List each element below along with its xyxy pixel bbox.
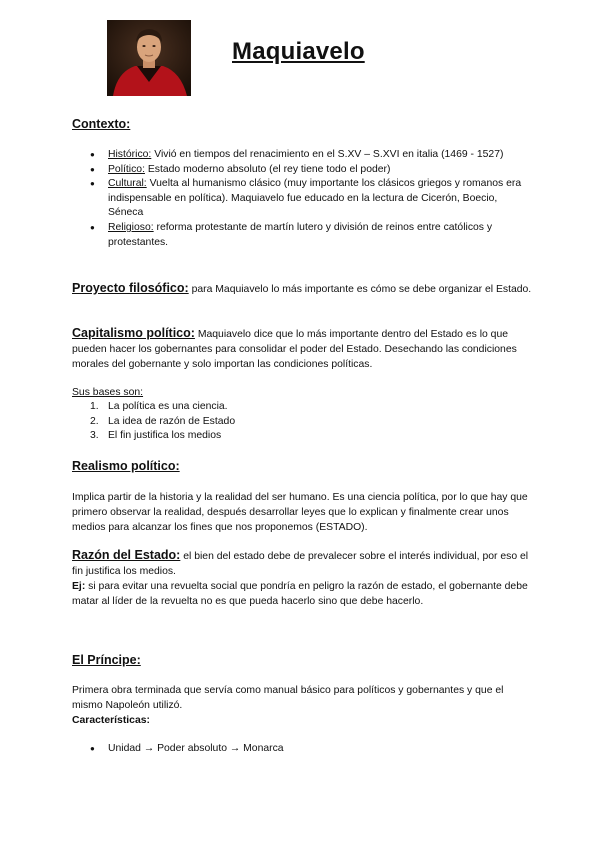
razon-heading: Razón del Estado:: [72, 548, 181, 562]
ej-label: Ej:: [72, 581, 86, 592]
list-item: ● Religioso: reforma protestante de martín lutero y división de reinos entre católicos y protestantes.: [90, 221, 530, 250]
capitalismo-heading: Capitalismo político:: [72, 326, 195, 340]
principe-paragraph: Primera obra terminada que servía como manual básico para políticos y gobernantes y que el mismo Napoleón utilizó. Características:: [72, 685, 504, 726]
bases-label: Sus bases son:: [72, 387, 144, 398]
principe-heading: El Príncipe:: [72, 653, 141, 667]
proyecto-heading: Proyecto filosófico:: [72, 281, 189, 295]
proyecto-paragraph: Proyecto filosófico: para Maquiavelo lo más importante es cómo se debe organizar el Estado.: [72, 281, 532, 295]
bases-list: [90, 400, 235, 444]
list-item: 3. El fin justifica los medios: [90, 430, 222, 442]
list-item: ● Unidad → Poder absoluto → Monarca: [90, 742, 530, 757]
list-item: ● Político: Estado moderno absoluto (el rey tiene todo el poder): [90, 163, 530, 178]
list-item: 1. La política es una ciencia.: [90, 401, 228, 412]
machiavelli-portrait-icon: [107, 20, 191, 96]
portrait-image: [107, 20, 191, 96]
contexto-list: [90, 148, 530, 250]
realismo-heading: Realismo político:: [72, 459, 180, 473]
list-item: 2. La idea de razón de Estado: [90, 415, 236, 427]
list-item: ● Histórico: Vivió en tiempos del renacimiento en el S.XV – S.XVI en italia (1469 - 1527): [90, 148, 530, 163]
list-item: ● Cultural: Vuelta al humanismo clásico (muy importante los clásicos griegos y romanos era indispensable en política). Maquiavelo fue educado en la lectura de Cicerón, Boecio, Séneca: [90, 177, 530, 221]
caracteristicas-label: Características:: [72, 715, 150, 726]
realismo-paragraph: Implica partir de la historia y la realidad del ser humano. Es una ciencia política, por lo que hay que primero observar la realidad, después desarrollar leyes que lo explican y finalmente crear unos medios para alcanzar los fines que nos proponemos (ESTADO).: [72, 492, 528, 533]
razon-paragraph: Razón del Estado: el bien del estado debe de prevalecer sobre el interés individual, por eso el fin justifica los medios. Ej: si para evitar una revuelta social que pondría en peligro la razón de estado, el gobernante debe matar al líder de la revuelta no es que pueda hacerlo sino que debe hacerlo.: [72, 548, 529, 607]
page-title: Maquiavelo: [232, 38, 365, 65]
caracteristicas-list: [90, 742, 530, 757]
contexto-heading: Contexto:: [72, 117, 131, 131]
capitalismo-paragraph: Capitalismo político: Maquiavelo dice que lo más importante dentro del Estado es lo que pueden hacer los gobernantes para consolidar el poder del Estado. Desechando las condiciones morales del gobernante y solo importan las condiciones políticas.: [72, 326, 517, 370]
